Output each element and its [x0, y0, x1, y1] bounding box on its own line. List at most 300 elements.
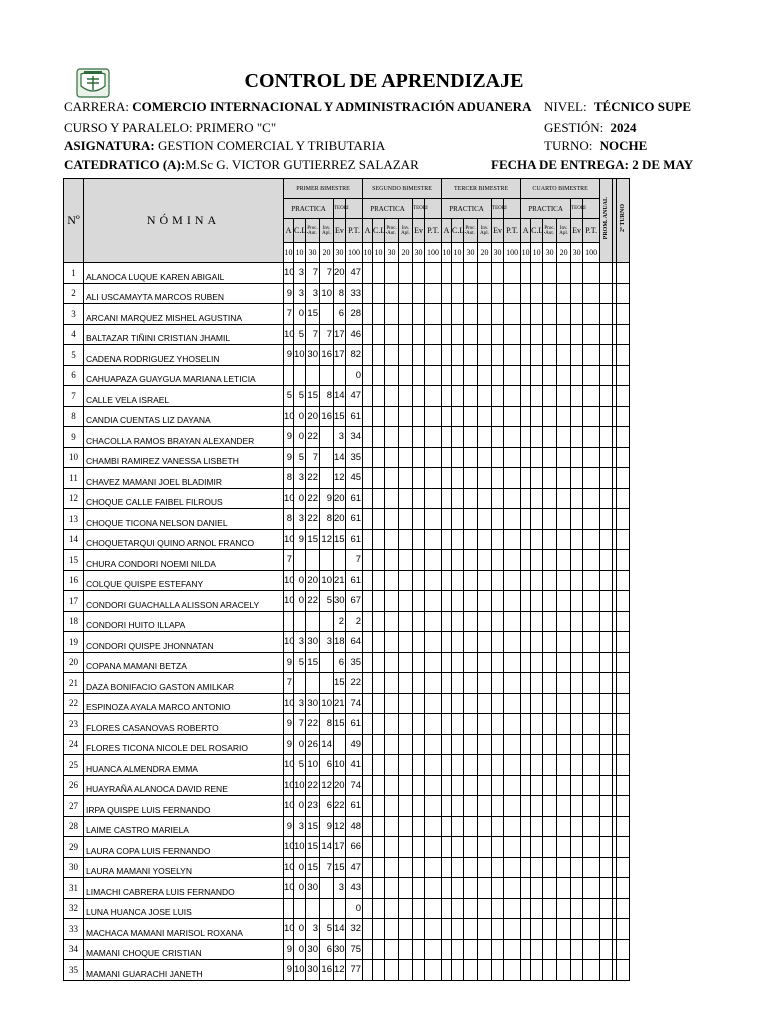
- empty-grade-cell: [478, 570, 492, 591]
- empty-grade-cell: [385, 365, 399, 386]
- empty-grade-cell: [478, 365, 492, 386]
- empty-grade-cell: [583, 714, 600, 735]
- empty-grade-cell: [571, 857, 583, 878]
- empty-grade-cell: [373, 529, 385, 550]
- table-row: [64, 406, 630, 427]
- empty-grade-cell: [363, 919, 373, 940]
- empty-grade-cell: [478, 263, 492, 284]
- empty-grade-cell: [452, 345, 464, 366]
- empty-grade-cell: [557, 673, 571, 694]
- empty-grade-cell: [531, 734, 543, 755]
- empty-grade-cell: [413, 960, 425, 981]
- empty-grade-cell: [464, 324, 478, 345]
- empty-grade-cell: [543, 816, 557, 837]
- empty-grade-cell: [557, 714, 571, 735]
- empty-grade-cell: [425, 693, 442, 714]
- grade-cell: 0: [294, 304, 306, 325]
- empty-grade-cell: [452, 509, 464, 530]
- turno-cell: [617, 468, 630, 489]
- empty-grade-cell: [385, 611, 399, 632]
- empty-grade-cell: [399, 898, 413, 919]
- grade-cell: 9: [284, 960, 294, 981]
- empty-grade-cell: [492, 734, 504, 755]
- empty-grade-cell: [521, 591, 531, 612]
- grade-cell: 22: [306, 488, 320, 509]
- grade-cell: 0: [294, 427, 306, 448]
- empty-grade-cell: [478, 878, 492, 899]
- empty-grade-cell: [504, 734, 521, 755]
- empty-grade-cell: [442, 591, 452, 612]
- empty-grade-cell: [557, 734, 571, 755]
- grade-cell: 6: [334, 304, 346, 325]
- gestion-line: [544, 120, 636, 136]
- table-row: [64, 468, 630, 489]
- grade-cell: 22: [306, 591, 320, 612]
- empty-grade-cell: [442, 427, 452, 448]
- prom-cell: [600, 857, 613, 878]
- empty-grade-cell: [531, 283, 543, 304]
- empty-grade-cell: [478, 447, 492, 468]
- total-cell: 35: [346, 447, 363, 468]
- empty-grade-cell: [543, 427, 557, 448]
- empty-grade-cell: [571, 427, 583, 448]
- empty-grade-cell: [399, 919, 413, 940]
- empty-grade-cell: [452, 673, 464, 694]
- row-number: 26: [64, 775, 84, 796]
- empty-grade-cell: [363, 878, 373, 899]
- total-cell: 28: [346, 304, 363, 325]
- empty-grade-cell: [557, 693, 571, 714]
- empty-grade-cell: [478, 693, 492, 714]
- empty-grade-cell: [531, 550, 543, 571]
- grade-cell: 9: [284, 714, 294, 735]
- turno-cell: [617, 386, 630, 407]
- empty-grade-cell: [425, 939, 442, 960]
- empty-grade-cell: [373, 755, 385, 776]
- empty-grade-cell: [399, 488, 413, 509]
- empty-grade-cell: [492, 837, 504, 858]
- prom-cell: [600, 714, 613, 735]
- empty-grade-cell: [413, 673, 425, 694]
- turno-cell: [617, 652, 630, 673]
- empty-grade-cell: [373, 345, 385, 366]
- empty-grade-cell: [583, 365, 600, 386]
- empty-grade-cell: [521, 488, 531, 509]
- empty-grade-cell: [464, 673, 478, 694]
- empty-grade-cell: [557, 960, 571, 981]
- empty-grade-cell: [521, 345, 531, 366]
- grade-cell: 10: [284, 529, 294, 550]
- grade-cell: [306, 611, 320, 632]
- empty-grade-cell: [583, 919, 600, 940]
- column-label: Inv. Apl.: [557, 219, 571, 243]
- empty-grade-cell: [452, 693, 464, 714]
- empty-grade-cell: [521, 406, 531, 427]
- table-row: [64, 960, 630, 981]
- empty-grade-cell: [452, 960, 464, 981]
- grade-cell: 10: [284, 488, 294, 509]
- turno-line: [544, 138, 647, 154]
- empty-grade-cell: [478, 406, 492, 427]
- column-max: 30: [413, 243, 425, 263]
- table-row: [64, 837, 630, 858]
- student-name: ARCANI MARQUEZ MISHEL AGUSTINA: [84, 304, 284, 325]
- empty-grade-cell: [413, 406, 425, 427]
- empty-grade-cell: [521, 509, 531, 530]
- empty-grade-cell: [464, 898, 478, 919]
- student-name: CHOQUE TICONA NELSON DANIEL: [84, 509, 284, 530]
- grade-cell: 10: [284, 406, 294, 427]
- empty-grade-cell: [504, 304, 521, 325]
- empty-grade-cell: [478, 345, 492, 366]
- empty-grade-cell: [492, 898, 504, 919]
- prom-cell: [600, 939, 613, 960]
- empty-grade-cell: [413, 693, 425, 714]
- total-cell: 74: [346, 775, 363, 796]
- empty-grade-cell: [478, 652, 492, 673]
- empty-grade-cell: [385, 919, 399, 940]
- empty-grade-cell: [521, 550, 531, 571]
- empty-grade-cell: [425, 632, 442, 653]
- empty-grade-cell: [571, 283, 583, 304]
- column-label: Ev: [334, 219, 346, 243]
- grade-cell: 15: [334, 673, 346, 694]
- empty-grade-cell: [557, 529, 571, 550]
- empty-grade-cell: [452, 919, 464, 940]
- column-label: Inv. Apl.: [478, 219, 492, 243]
- empty-grade-cell: [531, 652, 543, 673]
- curso-value: PRIMERO "C": [195, 120, 277, 135]
- empty-grade-cell: [399, 345, 413, 366]
- prom-cell: [600, 345, 613, 366]
- empty-grade-cell: [373, 386, 385, 407]
- column-label: P.T.: [346, 219, 363, 243]
- student-name: CHOQUE CALLE FAIBEL FILROUS: [84, 488, 284, 509]
- empty-grade-cell: [557, 283, 571, 304]
- empty-grade-cell: [413, 652, 425, 673]
- empty-grade-cell: [452, 734, 464, 755]
- empty-grade-cell: [583, 693, 600, 714]
- total-cell: 61: [346, 509, 363, 530]
- prom-cell: [600, 591, 613, 612]
- empty-grade-cell: [373, 734, 385, 755]
- grade-cell: 22: [334, 796, 346, 817]
- empty-grade-cell: [557, 386, 571, 407]
- empty-grade-cell: [373, 509, 385, 530]
- table-row: [64, 304, 630, 325]
- turno-cell: [617, 816, 630, 837]
- empty-grade-cell: [521, 898, 531, 919]
- empty-grade-cell: [452, 939, 464, 960]
- empty-grade-cell: [571, 652, 583, 673]
- grade-cell: 30: [334, 939, 346, 960]
- table-row: [64, 673, 630, 694]
- grade-cell: 10: [284, 878, 294, 899]
- empty-grade-cell: [413, 345, 425, 366]
- empty-grade-cell: [583, 796, 600, 817]
- empty-grade-cell: [399, 304, 413, 325]
- empty-grade-cell: [363, 447, 373, 468]
- grade-cell: 10: [284, 591, 294, 612]
- student-name: HUAYRAÑA ALANOCA DAVID RENE: [84, 775, 284, 796]
- empty-grade-cell: [531, 263, 543, 284]
- carrera-value: COMERCIO INTERNACIONAL Y ADMINISTRACIÓN ADUANERA: [132, 99, 532, 114]
- teoria-header: TEORI: [413, 199, 425, 219]
- empty-grade-cell: [425, 324, 442, 345]
- empty-grade-cell: [452, 652, 464, 673]
- empty-grade-cell: [452, 386, 464, 407]
- grade-cell: 5: [320, 591, 334, 612]
- column-max: 100: [504, 243, 521, 263]
- grade-cell: 10: [334, 755, 346, 776]
- empty-grade-cell: [425, 898, 442, 919]
- grade-cell: 15: [306, 857, 320, 878]
- grade-cell: [294, 673, 306, 694]
- grade-cell: 7: [306, 324, 320, 345]
- grade-cell: 22: [306, 714, 320, 735]
- empty-grade-cell: [583, 263, 600, 284]
- empty-grade-cell: [425, 611, 442, 632]
- empty-grade-cell: [492, 693, 504, 714]
- empty-grade-cell: [557, 570, 571, 591]
- empty-grade-cell: [531, 816, 543, 837]
- grade-cell: 3: [306, 283, 320, 304]
- empty-grade-cell: [557, 611, 571, 632]
- empty-grade-cell: [399, 693, 413, 714]
- row-number: 29: [64, 837, 84, 858]
- empty-grade-cell: [571, 837, 583, 858]
- grade-cell: 8: [334, 283, 346, 304]
- empty-grade-cell: [464, 652, 478, 673]
- empty-grade-cell: [492, 529, 504, 550]
- grade-cell: 9: [284, 939, 294, 960]
- prom-cell: [600, 427, 613, 448]
- column-max: 10: [294, 243, 306, 263]
- table-row: [64, 488, 630, 509]
- empty-grade-cell: [543, 796, 557, 817]
- row-number: 1: [64, 263, 84, 284]
- column-max: 20: [478, 243, 492, 263]
- empty-grade-cell: [583, 529, 600, 550]
- empty-grade-cell: [504, 406, 521, 427]
- student-name: ALANOCA LUQUE KAREN ABIGAIL: [84, 263, 284, 284]
- column-max: 30: [306, 243, 320, 263]
- column-label: A: [442, 219, 452, 243]
- empty-grade-cell: [385, 837, 399, 858]
- empty-grade-cell: [464, 611, 478, 632]
- empty-grade-cell: [373, 488, 385, 509]
- empty-grade-cell: [385, 263, 399, 284]
- empty-grade-cell: [413, 857, 425, 878]
- empty-grade-cell: [452, 468, 464, 489]
- empty-grade-cell: [464, 488, 478, 509]
- grade-cell: [306, 898, 320, 919]
- table-row: [64, 447, 630, 468]
- empty-grade-cell: [464, 550, 478, 571]
- total-cell: 47: [346, 857, 363, 878]
- total-cell: 61: [346, 570, 363, 591]
- empty-grade-cell: [425, 652, 442, 673]
- empty-grade-cell: [363, 673, 373, 694]
- empty-grade-cell: [543, 898, 557, 919]
- empty-grade-cell: [385, 898, 399, 919]
- empty-grade-cell: [399, 775, 413, 796]
- empty-grade-cell: [425, 263, 442, 284]
- turno-cell: [617, 263, 630, 284]
- column-label: Ev: [492, 219, 504, 243]
- empty-grade-cell: [531, 796, 543, 817]
- empty-grade-cell: [413, 714, 425, 735]
- table-row: [64, 283, 630, 304]
- row-number: 19: [64, 632, 84, 653]
- prom-cell: [600, 693, 613, 714]
- table-row: [64, 919, 630, 940]
- empty-grade-cell: [363, 468, 373, 489]
- empty-grade-cell: [543, 570, 557, 591]
- practica-header: PRACTICA: [284, 199, 334, 219]
- table-row: [64, 324, 630, 345]
- asignatura-value: GESTION COMERCIAL Y TRIBUTARIA: [158, 138, 386, 153]
- grade-cell: 15: [306, 652, 320, 673]
- empty-grade-cell: [583, 816, 600, 837]
- empty-grade-cell: [385, 591, 399, 612]
- empty-grade-cell: [531, 611, 543, 632]
- empty-grade-cell: [452, 283, 464, 304]
- total-cell: 61: [346, 529, 363, 550]
- empty-grade-cell: [543, 632, 557, 653]
- row-number: 32: [64, 898, 84, 919]
- grade-cell: 10: [284, 775, 294, 796]
- empty-grade-cell: [531, 673, 543, 694]
- empty-grade-cell: [492, 755, 504, 776]
- grade-cell: 30: [306, 960, 320, 981]
- student-name: MAMANI GUARACHI JANETH: [84, 960, 284, 981]
- prom-cell: [600, 673, 613, 694]
- empty-grade-cell: [492, 570, 504, 591]
- empty-grade-cell: [373, 447, 385, 468]
- empty-grade-cell: [492, 345, 504, 366]
- grade-cell: 3: [294, 816, 306, 837]
- table-row: [64, 652, 630, 673]
- student-name: CHAVEZ MAMANI JOEL BLADIMIR: [84, 468, 284, 489]
- row-number: 14: [64, 529, 84, 550]
- empty-grade-cell: [452, 878, 464, 899]
- empty-grade-cell: [399, 796, 413, 817]
- empty-grade-cell: [363, 529, 373, 550]
- empty-grade-cell: [442, 652, 452, 673]
- empty-grade-cell: [464, 283, 478, 304]
- grade-cell: 22: [306, 427, 320, 448]
- empty-grade-cell: [583, 427, 600, 448]
- student-name: LAURA COPA LUIS FERNANDO: [84, 837, 284, 858]
- empty-grade-cell: [583, 345, 600, 366]
- total-cell: 74: [346, 693, 363, 714]
- grade-cell: 0: [294, 488, 306, 509]
- column-label: P.T.: [583, 219, 600, 243]
- asignatura-line: [64, 138, 385, 154]
- empty-grade-cell: [583, 673, 600, 694]
- empty-grade-cell: [543, 324, 557, 345]
- empty-grade-cell: [452, 816, 464, 837]
- empty-grade-cell: [543, 468, 557, 489]
- empty-grade-cell: [399, 406, 413, 427]
- empty-grade-cell: [425, 570, 442, 591]
- grade-cell: 7: [320, 857, 334, 878]
- grade-cell: 30: [306, 939, 320, 960]
- grade-cell: 0: [294, 919, 306, 940]
- empty-grade-cell: [521, 714, 531, 735]
- empty-grade-cell: [543, 775, 557, 796]
- prom-cell: [600, 509, 613, 530]
- row-number: 17: [64, 591, 84, 612]
- empty-grade-cell: [571, 406, 583, 427]
- turno-value: NOCHE: [599, 138, 648, 153]
- grade-cell: 5: [294, 652, 306, 673]
- empty-grade-cell: [425, 345, 442, 366]
- empty-grade-cell: [531, 386, 543, 407]
- empty-grade-cell: [531, 345, 543, 366]
- grade-cell: 10: [294, 775, 306, 796]
- empty-grade-cell: [521, 652, 531, 673]
- empty-grade-cell: [504, 509, 521, 530]
- empty-grade-cell: [531, 365, 543, 386]
- empty-grade-cell: [385, 693, 399, 714]
- empty-grade-cell: [442, 283, 452, 304]
- empty-grade-cell: [385, 386, 399, 407]
- empty-grade-cell: [583, 550, 600, 571]
- row-number: 22: [64, 693, 84, 714]
- empty-grade-cell: [464, 570, 478, 591]
- empty-grade-cell: [583, 447, 600, 468]
- turno-cell: [617, 447, 630, 468]
- empty-grade-cell: [478, 939, 492, 960]
- empty-grade-cell: [543, 406, 557, 427]
- empty-grade-cell: [557, 509, 571, 530]
- total-cell: 47: [346, 386, 363, 407]
- page-title: CONTROL DE APRENDIZAJE: [244, 70, 524, 92]
- prom-anual-header: [600, 179, 613, 263]
- grade-cell: 9: [284, 283, 294, 304]
- row-number: 7: [64, 386, 84, 407]
- empty-grade-cell: [464, 919, 478, 940]
- grade-cell: 9: [320, 816, 334, 837]
- empty-grade-cell: [442, 816, 452, 837]
- total-cell: 2: [346, 611, 363, 632]
- student-name: MAMANI CHOQUE CRISTIAN: [84, 939, 284, 960]
- empty-grade-cell: [442, 488, 452, 509]
- column-max: 20: [320, 243, 334, 263]
- total-cell: 33: [346, 283, 363, 304]
- empty-grade-cell: [363, 406, 373, 427]
- empty-grade-cell: [464, 509, 478, 530]
- column-max: 30: [385, 243, 399, 263]
- grade-cell: [320, 365, 334, 386]
- empty-grade-cell: [504, 591, 521, 612]
- empty-grade-cell: [399, 324, 413, 345]
- student-name: FLORES TICONA NICOLE DEL ROSARIO: [84, 734, 284, 755]
- turno-cell: [617, 939, 630, 960]
- grade-cell: 22: [306, 509, 320, 530]
- empty-grade-cell: [504, 468, 521, 489]
- empty-grade-cell: [478, 673, 492, 694]
- empty-grade-cell: [521, 755, 531, 776]
- empty-grade-cell: [464, 837, 478, 858]
- empty-grade-cell: [557, 652, 571, 673]
- empty-grade-cell: [531, 406, 543, 427]
- empty-grade-cell: [373, 714, 385, 735]
- empty-grade-cell: [478, 488, 492, 509]
- empty-grade-cell: [521, 878, 531, 899]
